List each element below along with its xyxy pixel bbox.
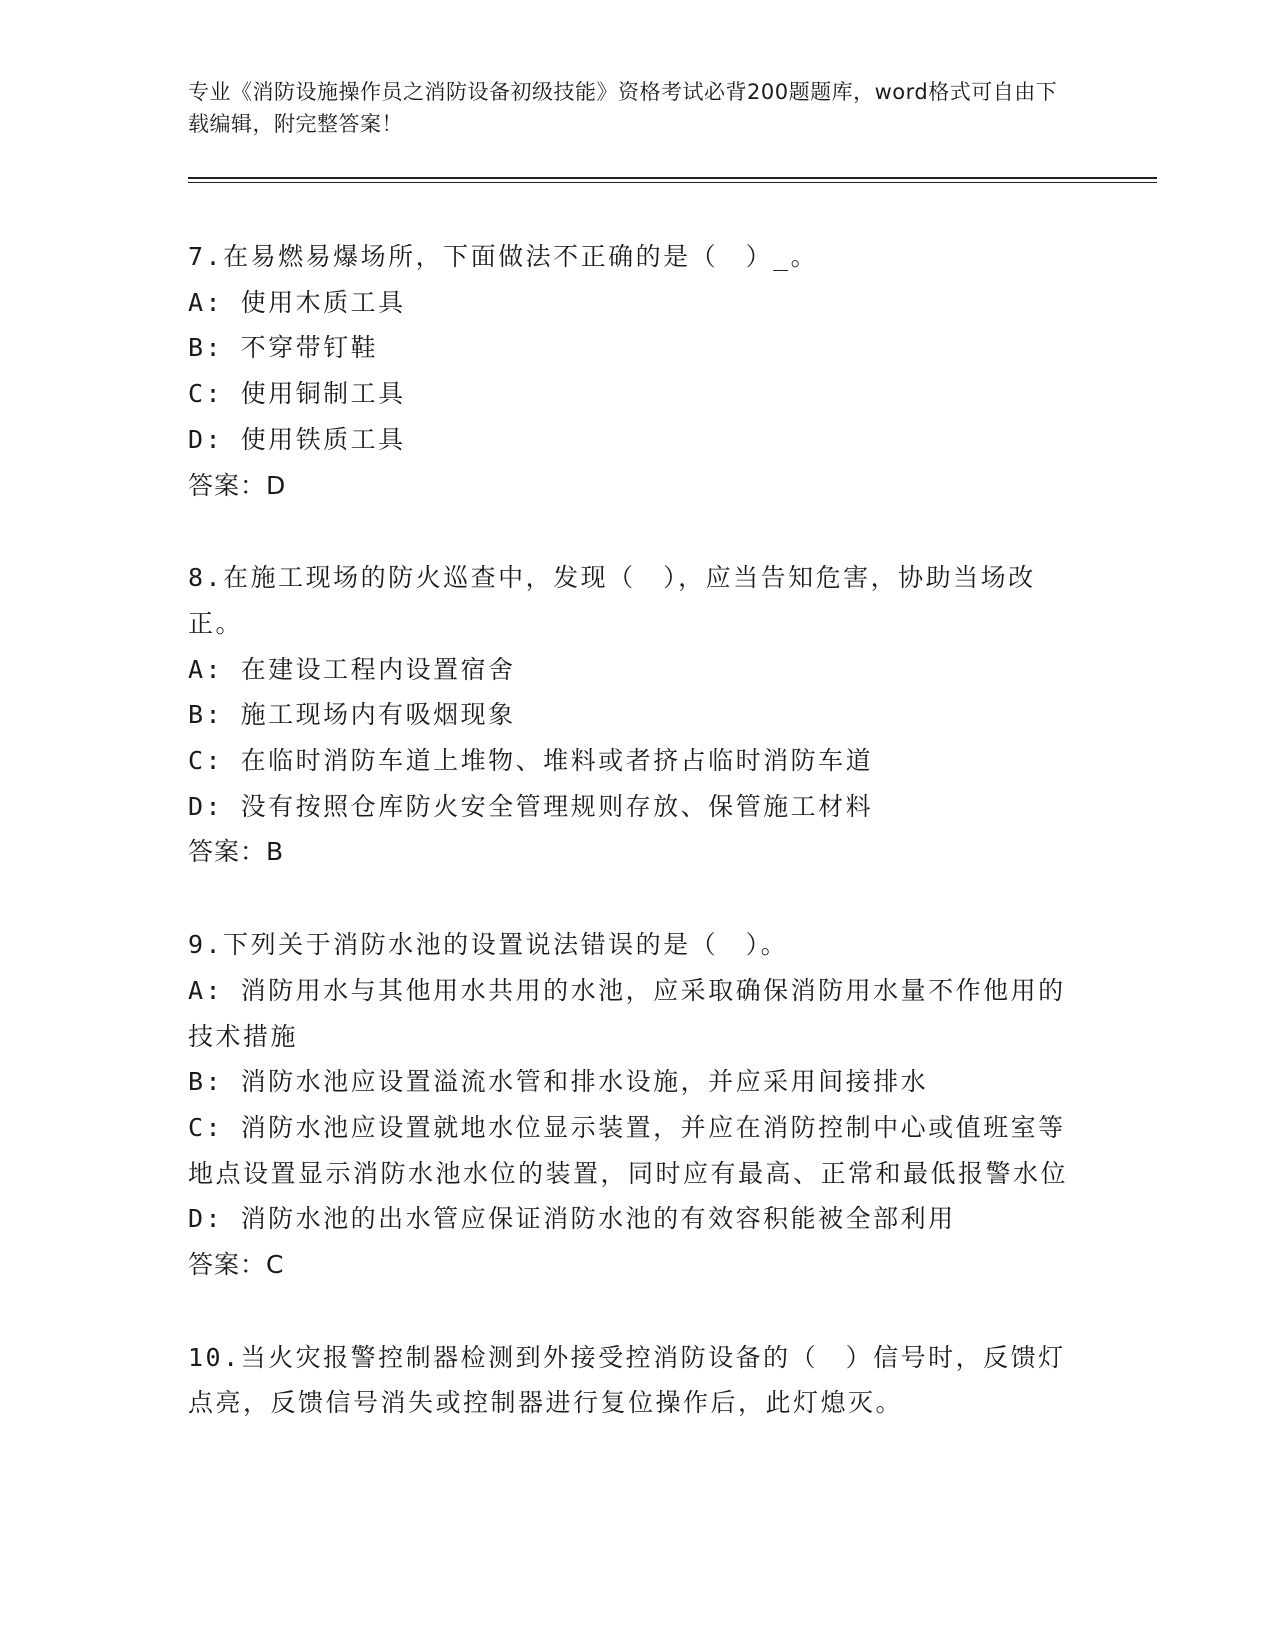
question-stem: 7.在易燃易爆场所，下面做法不正确的是（ ）_。	[188, 242, 819, 271]
option-d: D: 使用铁质工具	[188, 424, 406, 454]
option-c: C: 使用铜制工具	[188, 379, 406, 409]
header-rule-thin	[188, 182, 1157, 183]
answer-label: 答案：C	[188, 1250, 285, 1280]
option-b: B: 施工现场内有吸烟现象	[188, 700, 516, 730]
option-a: A: 使用木质工具	[188, 287, 406, 317]
option-b: B: 消防水池应设置溢流水管和排水设施，并应采用间接排水	[188, 1067, 929, 1097]
question-7	[188, 234, 1078, 508]
question-10	[188, 1335, 1078, 1426]
header-rule-thick	[188, 177, 1157, 179]
option-c: C: 消防水池应设置就地水位显示装置，并应在消防控制中心或值班室等地点设置显示消防水池水位的装置，同时应有最高、正常和最低报警水位	[188, 1112, 1069, 1188]
option-b: B: 不穿带钉鞋	[188, 333, 379, 363]
question-stem: 8.在施工现场的防火巡查中，发现（ ），应当告知危害，协助当场改正。	[188, 563, 1036, 638]
option-d: D: 没有按照仓库防火安全管理规则存放、保管施工材料	[188, 791, 874, 821]
question-9	[188, 922, 1078, 1288]
option-a: A: 消防用水与其他用水共用的水池，应采取确保消防用水量不作他用的技术措施	[188, 975, 1066, 1051]
option-d: D: 消防水池的出水管应保证消防水池的有效容积能被全部利用	[188, 1204, 956, 1234]
option-c: C: 在临时消防车道上堆物、堆料或者挤占临时消防车道	[188, 746, 874, 776]
question-8	[188, 555, 1078, 875]
question-list	[188, 234, 1078, 1473]
question-stem: 10.当火灾报警控制器检测到外接受控消防设备的（ ）信号时，反馈灯点亮，反馈信号消失或控制器进行复位操作后，此灯熄灭。	[188, 1342, 1066, 1418]
question-stem: 9.下列关于消防水池的设置说法错误的是（ ）。	[188, 930, 789, 960]
document-header: 专业《消防设施操作员之消防设备初级技能》资格考试必背200题题库，word格式可自由下载编辑，附完整答案！	[188, 80, 1058, 136]
answer-label: 答案：D	[188, 470, 287, 500]
option-a: A: 在建设工程内设置宿舍	[188, 654, 516, 684]
answer-label: 答案：B	[188, 837, 285, 867]
